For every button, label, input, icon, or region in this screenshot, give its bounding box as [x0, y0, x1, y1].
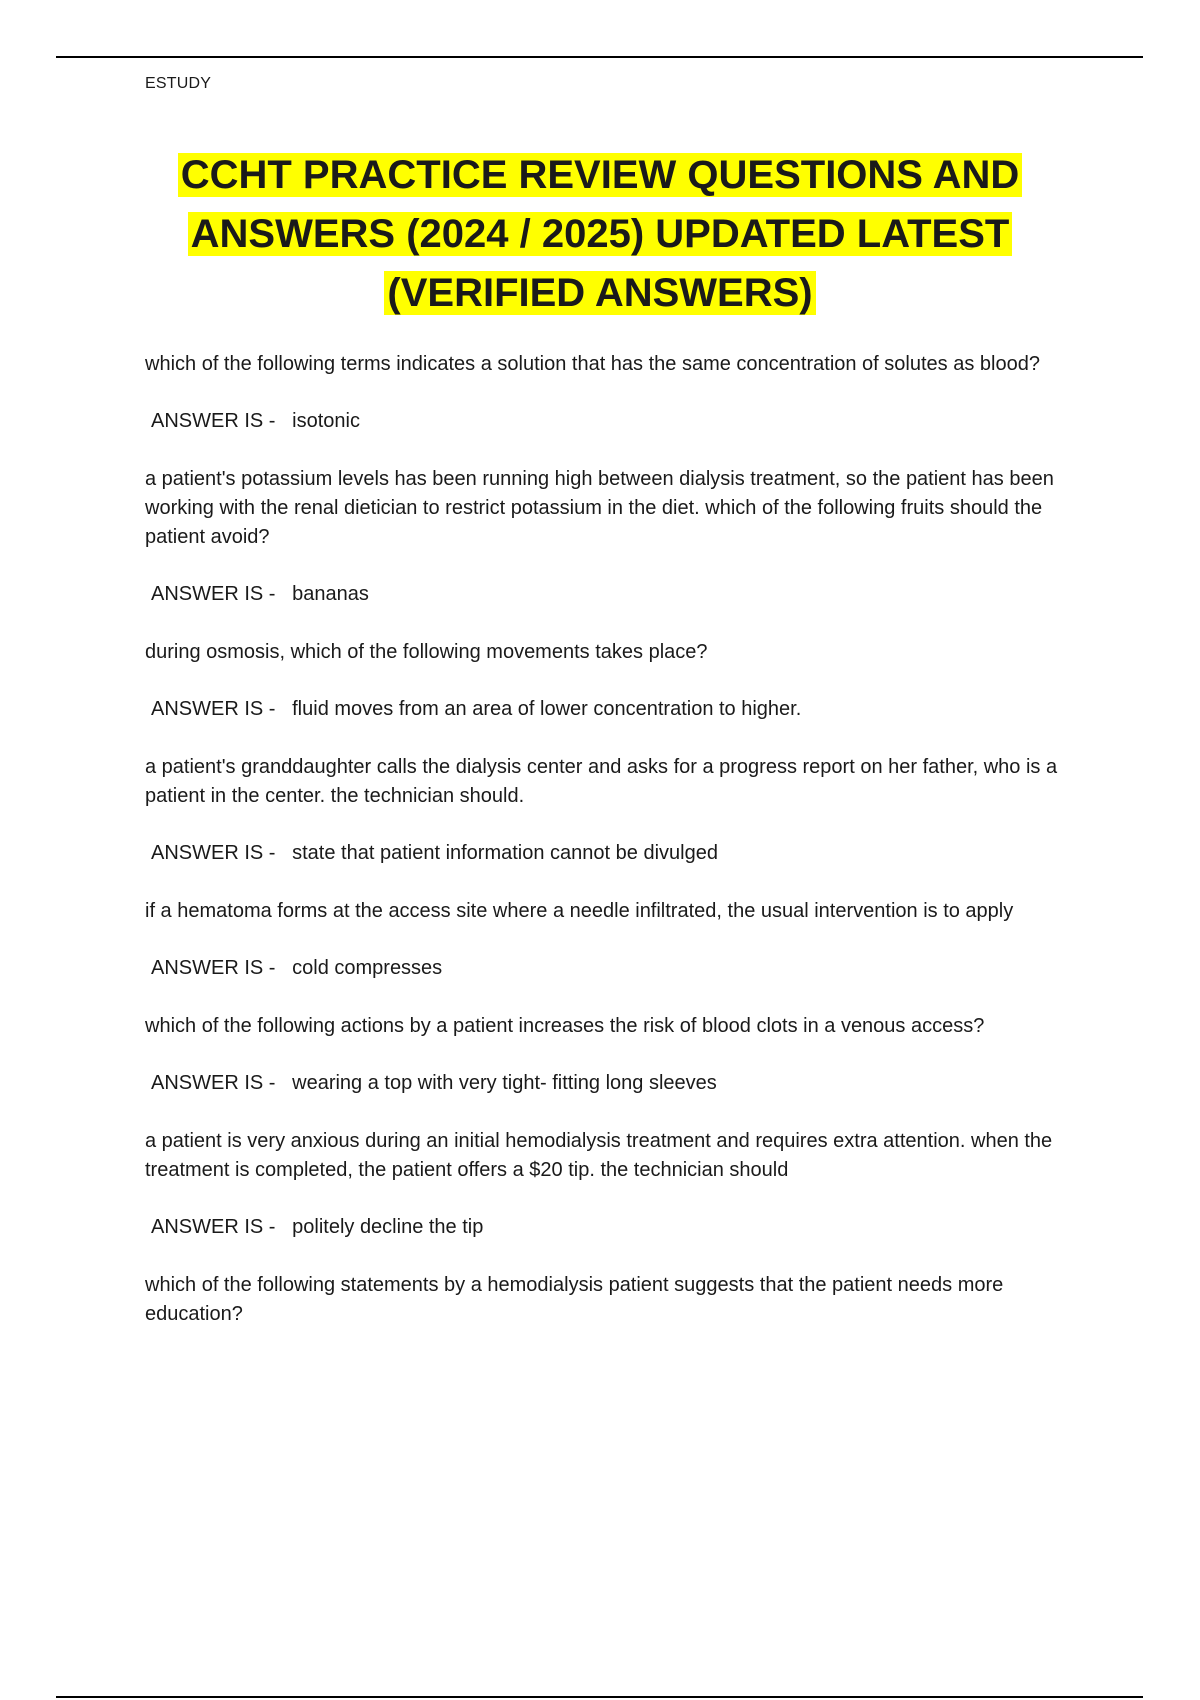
question-text: a patient's granddaughter calls the dialysis center and asks for a progress report on her father, who is a patient in the center. the technician should.	[145, 756, 1058, 807]
answer-text: fluid moves from an area of lower concentration to higher.	[292, 698, 802, 720]
answer-line	[151, 695, 1085, 724]
title-line: ANSWERS (2024 / 2025) UPDATED LATEST	[188, 212, 1013, 256]
answer-prefix: ANSWER IS -	[151, 698, 276, 720]
title-line: (VERIFIED ANSWERS)	[384, 271, 815, 315]
answer-prefix: ANSWER IS -	[151, 842, 276, 864]
answer-line	[151, 1069, 1085, 1098]
answer-line	[151, 839, 1085, 868]
answer-text: state that patient information cannot be divulged	[292, 842, 718, 864]
answer-line	[151, 954, 1085, 983]
answer-text: bananas	[292, 583, 369, 605]
answer-prefix: ANSWER IS -	[151, 1216, 276, 1238]
answer-prefix: ANSWER IS -	[151, 1072, 276, 1094]
answer-prefix: ANSWER IS -	[151, 957, 276, 979]
answer-line	[151, 407, 1085, 436]
answer-text: politely decline the tip	[292, 1216, 484, 1238]
question-text: which of the following statements by a hemodialysis patient suggests that the patient needs more education?	[145, 1274, 1004, 1325]
answer-prefix: ANSWER IS -	[151, 583, 276, 605]
question-text: during osmosis, which of the following movements takes place?	[145, 641, 708, 663]
top-rule	[56, 56, 1143, 58]
qa-list	[145, 350, 1085, 1329]
answer-text: wearing a top with very tight- fitting long sleeves	[292, 1072, 717, 1094]
bottom-rule	[56, 1696, 1143, 1698]
answer-line	[151, 580, 1085, 609]
answer-prefix: ANSWER IS -	[151, 410, 276, 432]
question-text: a patient's potassium levels has been running high between dialysis treatment, so the patient has been working with the renal dietician to restrict potassium in the diet. which of the following fruits should the patient avoid?	[145, 468, 1054, 548]
answer-line	[151, 1213, 1085, 1242]
question-text: if a hematoma forms at the access site where a needle infiltrated, the usual intervention is to apply	[145, 900, 1014, 922]
question-text: a patient is very anxious during an initial hemodialysis treatment and requires extra attention. when the treatment is completed, the patient offers a $20 tip. the technician should	[145, 1130, 1053, 1181]
document-header-label: ESTUDY	[145, 75, 212, 92]
document-title	[100, 146, 1100, 323]
question-text: which of the following actions by a patient increases the risk of blood clots in a venous access?	[145, 1015, 985, 1037]
title-line: CCHT PRACTICE REVIEW QUESTIONS AND	[178, 153, 1023, 197]
answer-text: isotonic	[292, 410, 360, 432]
answer-text: cold compresses	[292, 957, 443, 979]
question-text: which of the following terms indicates a solution that has the same concentration of solutes as blood?	[145, 353, 1040, 375]
